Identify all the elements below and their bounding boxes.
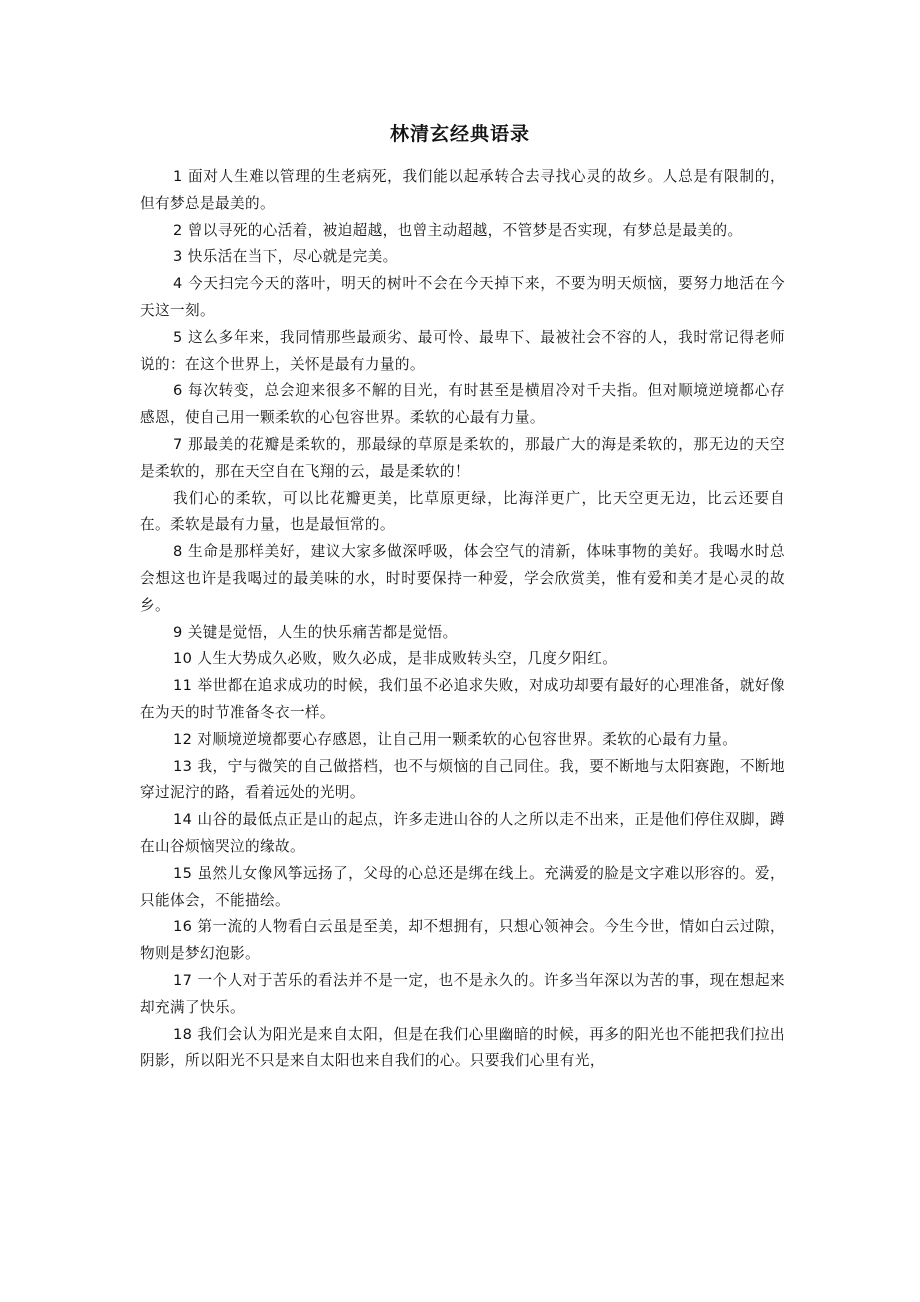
quote-paragraph-18: 18 我们会认为阳光是来自太阳，但是在我们心里幽暗的时候，再多的阳光也不能把我们拉出阴影，所以阳光不只是来自太阳也来自我们的心。只要我们心里有光，: [140, 1025, 785, 1070]
quote-paragraph-10: 10 人生大势成久必败，败久必成，是非成败转头空，几度夕阳红。: [173, 650, 618, 668]
quote-paragraph-7: 7 那最美的花瓣是柔软的，那最绿的草原是柔软的，那最广大的海是柔软的，那无边的天空是柔软的，那在天空自在飞翔的云，最是柔软的！: [140, 435, 785, 480]
quote-paragraph-1: 1 面对人生难以管理的生老病死，我们能以起承转合去寻找心灵的故乡。人总是有限制的，但有梦总是最美的。: [140, 168, 785, 212]
quote-paragraph-2: 2 曾以寻死的心活着，被迫超越，也曾主动超越，不管梦是否实现，有梦总是最美的。: [173, 221, 743, 239]
quote-paragraph-13: 13 我，宁与微笑的自己做搭档，也不与烦恼的自己同住。我，要不断地与太阳赛跑，不断地穿过泥泞的路，看着远处的光明。: [140, 757, 785, 802]
quote-paragraph-15: 15 虽然儿女像风筝远扬了，父母的心总还是绑在线上。充满爱的脸是文字难以形容的。爱，只能体会，不能描绘。: [140, 864, 785, 909]
quote-paragraph-17: 17 一个人对于苦乐的看法并不是一定，也不是永久的。许多当年深以为苦的事，现在想起来却充满了快乐。: [140, 971, 785, 1016]
quote-paragraph-4: 4 今天扫完今天的落叶，明天的树叶不会在今天掉下来，不要为明天烦恼，要努力地活在今天这一刻。: [140, 275, 785, 319]
quote-paragraph-12: 12 对顺境逆境都要心存感恩，让自己用一颗柔软的心包容世界。柔软的心最有力量。: [173, 730, 738, 748]
quote-paragraph-7-continued: 我们心的柔软，可以比花瓣更美，比草原更绿，比海洋更广，比天空更无边，比云还要自在。柔软是最有力量，也是最恒常的。: [140, 489, 785, 534]
document-title: 林清玄经典语录: [389, 123, 530, 145]
quote-paragraph-5: 5 这么多年来，我同情那些最顽劣、最可怜、最卑下、最被社会不容的人，我时常记得老师说的：在这个世界上，关怀是最有力量的。: [140, 328, 785, 373]
quote-paragraph-8: 8 生命是那样美好，建议大家多做深呼吸，体会空气的清新，体味事物的美好。我喝水时总会想这也许是我喝过的最美味的水，时时要保持一种爱，学会欣赏美，惟有爱和美才是心灵的故乡。: [140, 543, 785, 614]
quote-paragraph-3: 3 快乐活在当下，尽心就是完美。: [173, 248, 398, 266]
quote-paragraph-6: 6 每次转变，总会迎来很多不解的目光，有时甚至是横眉冷对千夫指。但对顺境逆境都心存感恩，使自己用一颗柔软的心包容世界。柔软的心最有力量。: [140, 382, 785, 427]
quote-paragraph-14: 14 山谷的最低点正是山的起点，许多走进山谷的人之所以走不出来，正是他们停住双脚，蹲在山谷烦恼哭泣的缘故。: [140, 811, 785, 855]
quote-paragraph-11: 11 举世都在追求成功的时候，我们虽不必追求失败，对成功却要有最好的心理准备，就好像在为天的时节准备冬衣一样。: [140, 677, 785, 721]
quote-paragraph-16: 16 第一流的人物看白云虽是至美，却不想拥有，只想心领神会。今生今世，情如白云过隙，物则是梦幻泡影。: [140, 918, 785, 963]
document-body: [140, 164, 785, 1075]
quote-paragraph-9: 9 关键是觉悟，人生的快乐痛苦都是觉悟。: [173, 623, 458, 641]
